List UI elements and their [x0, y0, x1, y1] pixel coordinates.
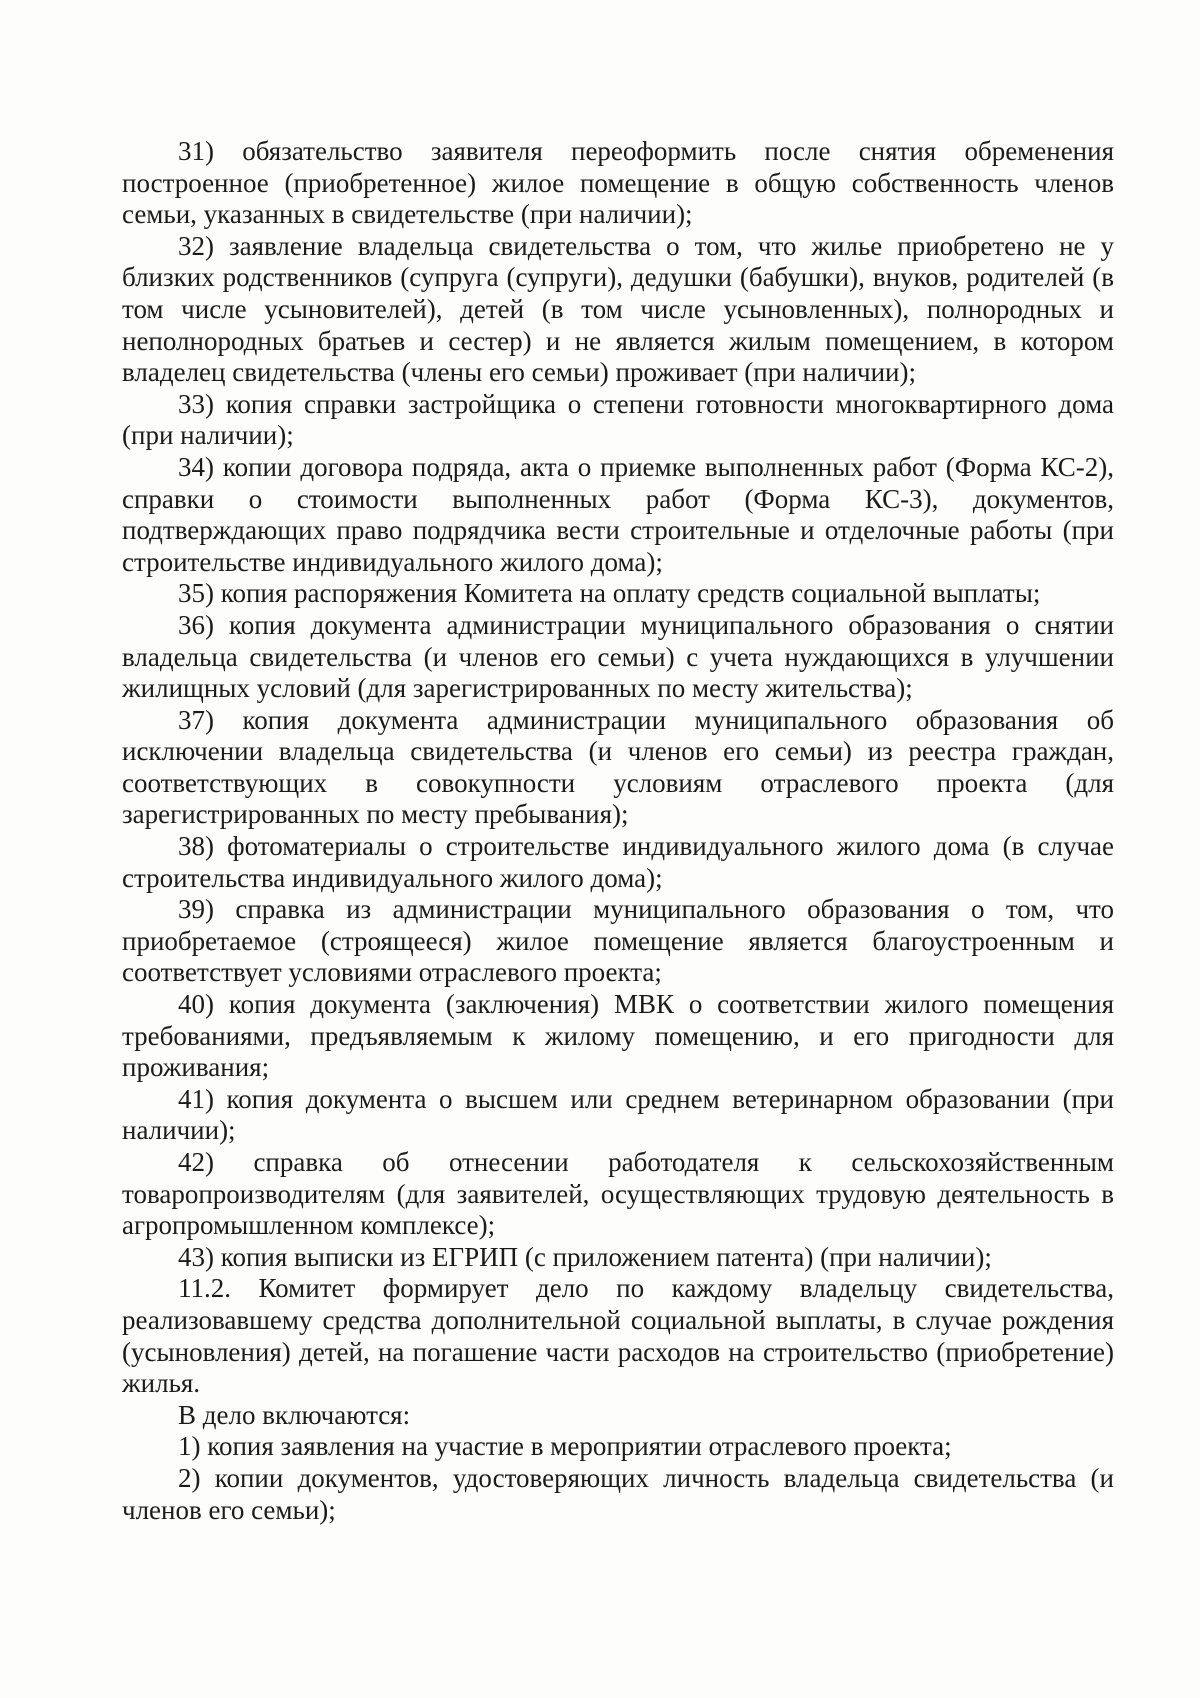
document-body — [122, 136, 1114, 1526]
list-intro: В дело включаются: — [178, 1399, 411, 1430]
paragraph-item-38: 38) фотоматериалы о строительстве индивидуального жилого дома (в случае строительства индивидуального жилого дома); — [122, 831, 1114, 893]
paragraph-item-1: 1) копия заявления на участие в мероприятии отраслевого проекта; — [178, 1431, 952, 1462]
paragraph-item-32: 32) заявление владельца свидетельства о том, что жилье приобретено не у близких родственников (супруга (супруги), дедушки (бабушки), внуков, родителей (в том числе усыновителей), детей (в том числе усыновленных), полнородных и неполнородных братьев и сестер) и не является жилым помещением, в котором владелец свидетельства (члены его семьи) проживает (при наличии); — [122, 230, 1114, 388]
paragraph-item-34: 34) копии договора подряда, акта о приемке выполненных работ (Форма КС-2), справки о стоимости выполненных работ (Форма КС-3), документов, подтверждающих право подрядчика вести строительные и отделочные работы (при строительстве индивидуального жилого дома); — [122, 451, 1114, 577]
paragraph-item-31: 31) обязательство заявителя переоформить после снятия обременения построенное (приобретенное) жилое помещение в общую собственность членов семьи, указанных в свидетельстве (при наличии); — [122, 136, 1114, 230]
paragraph-item-36: 36) копия документа администрации муниципального образования о снятии владельца свидетельства (и членов его семьи) с учета нуждающихся в улучшении жилищных условий (для зарегистрированных по месту жительства); — [122, 609, 1114, 704]
section-paragraph-11-2: 11.2. Комитет формирует дело по каждому владельцу свидетельства, реализовавшему средства дополнительной социальной выплаты, в случае рождения (усыновления) детей, на погашение части расходов на строительство (приобретение) жилья. — [122, 1273, 1114, 1399]
paragraph-item-39: 39) справка из администрации муниципального образования о том, что приобретаемое (строящееся) жилое помещение является благоустроенным и соответствует условиями отраслевого проекта; — [122, 894, 1114, 988]
paragraph-item-37: 37) копия документа администрации муниципального образования об исключении владельца свидетельства (и членов его семьи) из реестра граждан, соответствующих в совокупности условиям отраслевого проекта (для зарегистрированных по месту пребывания); — [122, 704, 1114, 830]
paragraph-item-33: 33) копия справки застройщика о степени готовности многоквартирного дома (при наличии); — [122, 388, 1114, 451]
paragraph-item-42: 42) справка об отнесении работодателя к сельскохозяйственным товаропроизводителям (для заявителей, осуществляющих трудовую деятельность в агропромышленном комплексе); — [122, 1147, 1114, 1241]
paragraph-item-40: 40) копия документа (заключения) МВК о соответствии жилого помещения требованиями, предъявляемым к жилому помещению, и его пригодности для проживания; — [122, 989, 1114, 1083]
paragraph-item-41: 41) копия документа о высшем или среднем ветеринарном образовании (при наличии); — [122, 1083, 1114, 1146]
paragraph-item-2: 2) копии документов, удостоверяющих личность владельца свидетельства (и членов его семьи); — [122, 1462, 1114, 1525]
paragraph-item-35: 35) копия распоряжения Комитета на оплату средств социальной выплаты; — [178, 578, 1041, 609]
paragraph-item-43: 43) копия выписки из ЕГРИП (с приложением патента) (при наличии); — [178, 1241, 992, 1272]
